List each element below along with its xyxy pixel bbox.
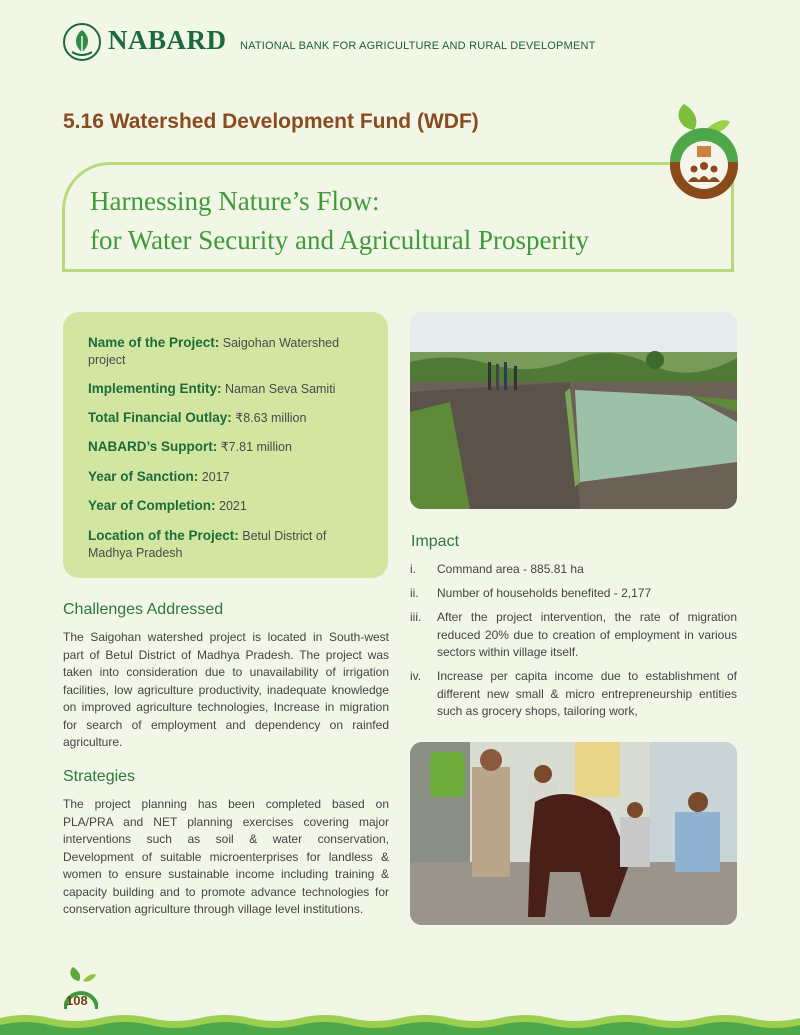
impact-item (410, 585, 737, 603)
strategies-heading: Strategies (63, 768, 136, 785)
nabard-support-value: ₹7.81 million (220, 440, 292, 454)
impact-item (410, 609, 737, 662)
nabard-support-label: NABARD’s Support: (88, 439, 218, 454)
page-title-line1: Harnessing Nature’s Flow: (90, 186, 380, 216)
financial-outlay-row (88, 409, 368, 427)
impact-item-number: i. (410, 562, 416, 576)
year-completion-label: Year of Completion: (88, 498, 216, 513)
impact-item-number: iv. (410, 669, 422, 683)
impact-item-text: Command area - 885.81 ha (437, 562, 584, 576)
goat-beneficiaries-photo (410, 742, 737, 925)
logo-subtitle: NATIONAL BANK FOR AGRICULTURE AND RURAL DEVELOPMENT (240, 40, 596, 52)
impact-item-text: Increase per capita income due to establishment of different new small & micro entrepreneurship entities such as grocery shops, tailoring work, (437, 669, 737, 718)
location-label: Location of the Project: (88, 528, 239, 543)
project-name-label: Name of the Project: (88, 335, 220, 350)
financial-outlay-value: ₹8.63 million (235, 411, 307, 425)
logo-name: NABARD (108, 25, 227, 55)
challenges-heading: Challenges Addressed (63, 601, 224, 618)
footer-wave-band (0, 1012, 800, 1035)
fruit-community-icon (664, 100, 744, 200)
impact-item (410, 668, 737, 721)
year-completion-row (88, 497, 368, 515)
project-details-box (63, 312, 388, 578)
year-sanction-label: Year of Sanction: (88, 469, 199, 484)
year-completion-value: 2021 (219, 499, 247, 513)
nabard-support-row (88, 438, 368, 456)
page-title-line2: for Water Security and Agricultural Prosperity (90, 225, 589, 255)
impact-item (410, 561, 737, 579)
challenges-text: The Saigohan watershed project is located in South-west part of Betul District of Madhya Pradesh. The project was taken into consideration due to unavailability of irrigation facilities, low agriculture productivity, inadequate knowledge on improved agriculture technologies, Increase in migration for search of employment and dependency on rainfed agriculture. (63, 630, 389, 749)
project-name-row (88, 334, 368, 369)
year-sanction-value: 2017 (201, 470, 230, 484)
location-row (88, 527, 368, 562)
section-title: 5.16 Watershed Development Fund (WDF) (63, 110, 479, 133)
year-sanction-row (88, 468, 368, 486)
project-name-value: Saigohan Watershed project (88, 336, 340, 367)
watershed-pond-photo (410, 312, 737, 509)
implementing-entity-row (88, 380, 368, 398)
nabard-logo-icon (62, 22, 102, 62)
page-number: 108 (66, 993, 88, 1008)
financial-outlay-label: Total Financial Outlay: (88, 410, 232, 425)
impact-item-text: Number of households benefited - 2,177 (437, 586, 652, 600)
impact-item-number: ii. (410, 586, 419, 600)
impact-item-number: iii. (410, 610, 422, 624)
implementing-entity-value: Naman Seva Samiti (225, 382, 336, 396)
location-value: Betul District of Madhya Pradesh (88, 529, 327, 560)
impact-item-text: After the project intervention, the rate of migration reduced 20% due to creation of employment in various sectors within village itself. (437, 610, 737, 659)
impact-heading: Impact (411, 533, 460, 550)
implementing-entity-label: Implementing Entity: (88, 381, 222, 396)
strategies-text: The project planning has been completed based on PLA/PRA and NET planning exercises covering major interventions such as soil & water conservation, Development of suitable microenterprises for landless & women to ensure sustainable income including training & capacity building and to promote advance technologies for conservation agriculture through village level institutions. (63, 797, 389, 916)
